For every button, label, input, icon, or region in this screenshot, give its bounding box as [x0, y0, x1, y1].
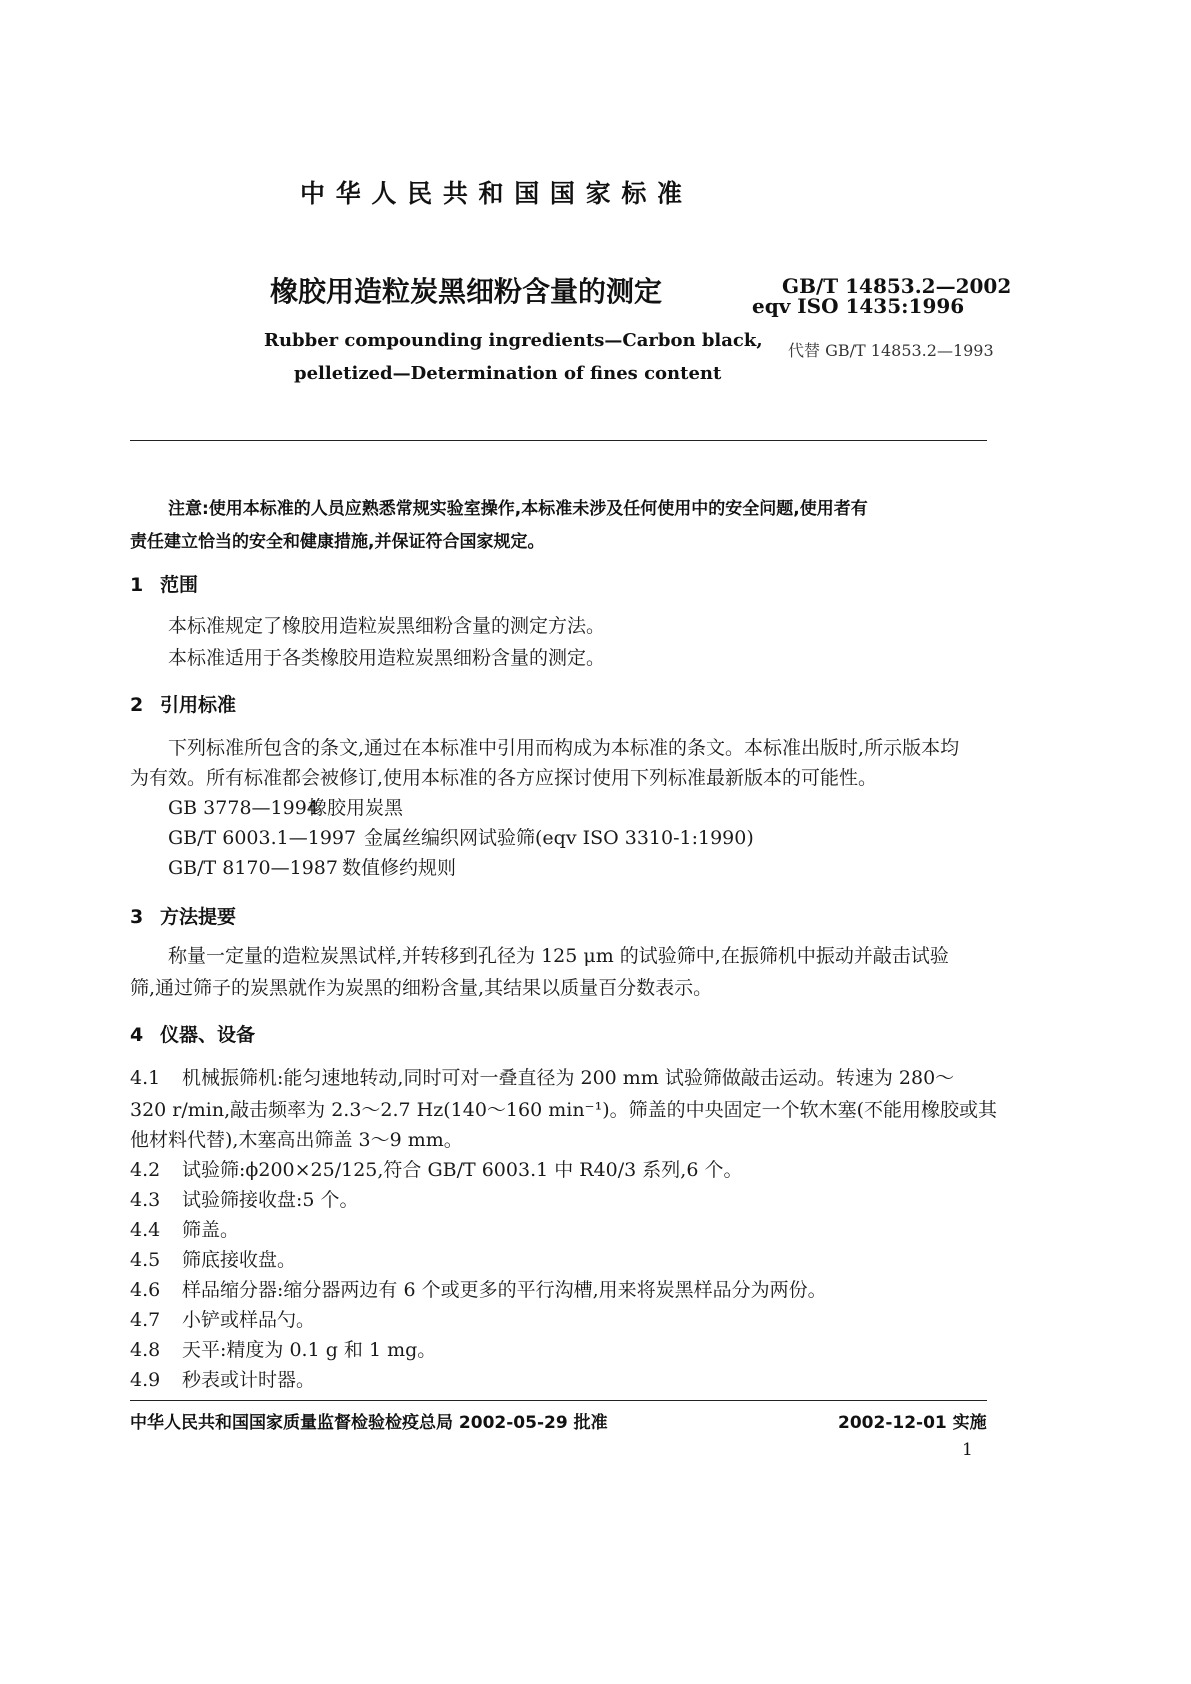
page-number: 1 — [962, 1440, 973, 1460]
reference-title: 橡胶用炭黑 — [308, 797, 404, 819]
list-item — [130, 1364, 315, 1396]
reference-title: 数值修约规则 — [342, 857, 457, 879]
section-title: 方法提要 — [160, 906, 237, 928]
reference-title: 金属丝编织网试验筛(eqv ISO 3310-1:1990) — [364, 827, 754, 849]
section-title: 引用标准 — [160, 694, 237, 716]
item-number: 4.1 — [130, 1067, 161, 1089]
item-4-1-line3: 他材料代替),木塞高出筛盖 3～9 mm。 — [130, 1129, 463, 1151]
item-text: 筛盖。 — [182, 1219, 240, 1241]
reference-item — [168, 852, 456, 884]
reference-item — [168, 792, 403, 824]
section-title: 仪器、设备 — [160, 1024, 256, 1046]
standard-number: GB/T 14853.2—2002 — [782, 274, 1012, 298]
item-4-1-line2: 320 r/min,敲击频率为 2.3～2.7 Hz(140～160 min⁻¹)。筛盖的中央固定一个软木塞(不能用橡胶或其 — [130, 1099, 998, 1121]
approval-statement: 中华人民共和国国家质量监督检验检疫总局 2002-05-29 批准 — [130, 1413, 608, 1433]
list-item — [130, 1334, 436, 1366]
footer-divider — [130, 1400, 987, 1401]
section-3-paragraph-line1: 称量一定量的造粒炭黑试样,并转移到孔径为 125 μm 的试验筛中,在振筛机中振动并敲击试验 — [168, 945, 949, 967]
item-number: 4.5 — [130, 1249, 161, 1271]
notice-line1: 注意:使用本标准的人员应熟悉常规实验室操作,本标准未涉及任何使用中的安全问题,使用者有 — [168, 499, 868, 519]
item-text: 天平:精度为 0.1 g 和 1 mg。 — [182, 1339, 437, 1361]
iso-equivalence: eqv ISO 1435:1996 — [752, 294, 965, 318]
document-title-en-line2: pelletized—Determination of fines content — [294, 363, 722, 384]
section-1-heading — [130, 570, 198, 597]
reference-code: GB/T 6003.1—1997 — [168, 827, 357, 849]
item-4-1-line1 — [130, 1062, 954, 1094]
document-title-cn: 橡胶用造粒炭黑细粉含量的测定 — [270, 275, 663, 308]
section-number: 1 — [130, 574, 144, 596]
list-item — [130, 1304, 315, 1336]
item-number: 4.2 — [130, 1159, 161, 1181]
section-title: 范围 — [160, 574, 199, 596]
list-item — [130, 1244, 296, 1276]
section-number: 2 — [130, 694, 144, 716]
national-standard-heading: 中 华 人 民 共 和 国 国 家 标 准 — [300, 179, 684, 208]
item-number: 4.7 — [130, 1309, 161, 1331]
list-item — [130, 1154, 742, 1186]
reference-code: GB/T 8170—1987 — [168, 857, 338, 879]
item-number: 4.3 — [130, 1189, 161, 1211]
section-2-paragraph-line1: 下列标准所包含的条文,通过在本标准中引用而构成为本标准的条文。本标准出版时,所示版本均 — [168, 737, 960, 759]
section-1-paragraph-1: 本标准规定了橡胶用造粒炭黑细粉含量的测定方法。 — [168, 615, 606, 637]
list-item — [130, 1214, 239, 1246]
reference-item — [168, 822, 754, 854]
item-text: 试验筛:ϕ200×25/125,符合 GB/T 6003.1 中 R40/3 系列,6 个。 — [182, 1159, 743, 1181]
item-text: 秒表或计时器。 — [182, 1369, 316, 1391]
item-text: 小铲或样品勺。 — [182, 1309, 316, 1331]
item-text: 样品缩分器:缩分器两边有 6 个或更多的平行沟槽,用来将炭黑样品分为两份。 — [182, 1279, 827, 1301]
reference-code: GB 3778—1994 — [168, 797, 319, 819]
item-number: 4.6 — [130, 1279, 161, 1301]
item-text: 试验筛接收盘:5 个。 — [182, 1189, 359, 1211]
section-3-heading — [130, 902, 236, 929]
section-number: 4 — [130, 1024, 144, 1046]
item-number: 4.8 — [130, 1339, 161, 1361]
section-2-heading — [130, 690, 236, 717]
notice-line2: 责任建立恰当的安全和健康措施,并保证符合国家规定。 — [130, 532, 545, 552]
item-text: 机械振筛机:能匀速地转动,同时可对一叠直径为 200 mm 试验筛做敲击运动。转速为 280～ — [182, 1067, 955, 1089]
section-number: 3 — [130, 906, 144, 928]
section-1-paragraph-2: 本标准适用于各类橡胶用造粒炭黑细粉含量的测定。 — [168, 647, 606, 669]
item-text: 筛底接收盘。 — [182, 1249, 297, 1271]
section-3-paragraph-line2: 筛,通过筛子的炭黑就作为炭黑的细粉含量,其结果以质量百分数表示。 — [130, 977, 713, 999]
document-title-en-line1: Rubber compounding ingredients—Carbon black, — [264, 330, 763, 351]
section-2-paragraph-line2: 为有效。所有标准都会被修订,使用本标准的各方应探讨使用下列标准最新版本的可能性。 — [130, 767, 878, 789]
section-4-heading — [130, 1020, 255, 1047]
replaces-standard: 代替 GB/T 14853.2—1993 — [788, 341, 994, 360]
list-item — [130, 1274, 827, 1306]
header-divider — [130, 440, 987, 441]
implementation-date: 2002-12-01 实施 — [838, 1413, 987, 1433]
item-number: 4.9 — [130, 1369, 161, 1391]
item-number: 4.4 — [130, 1219, 161, 1241]
list-item — [130, 1184, 359, 1216]
